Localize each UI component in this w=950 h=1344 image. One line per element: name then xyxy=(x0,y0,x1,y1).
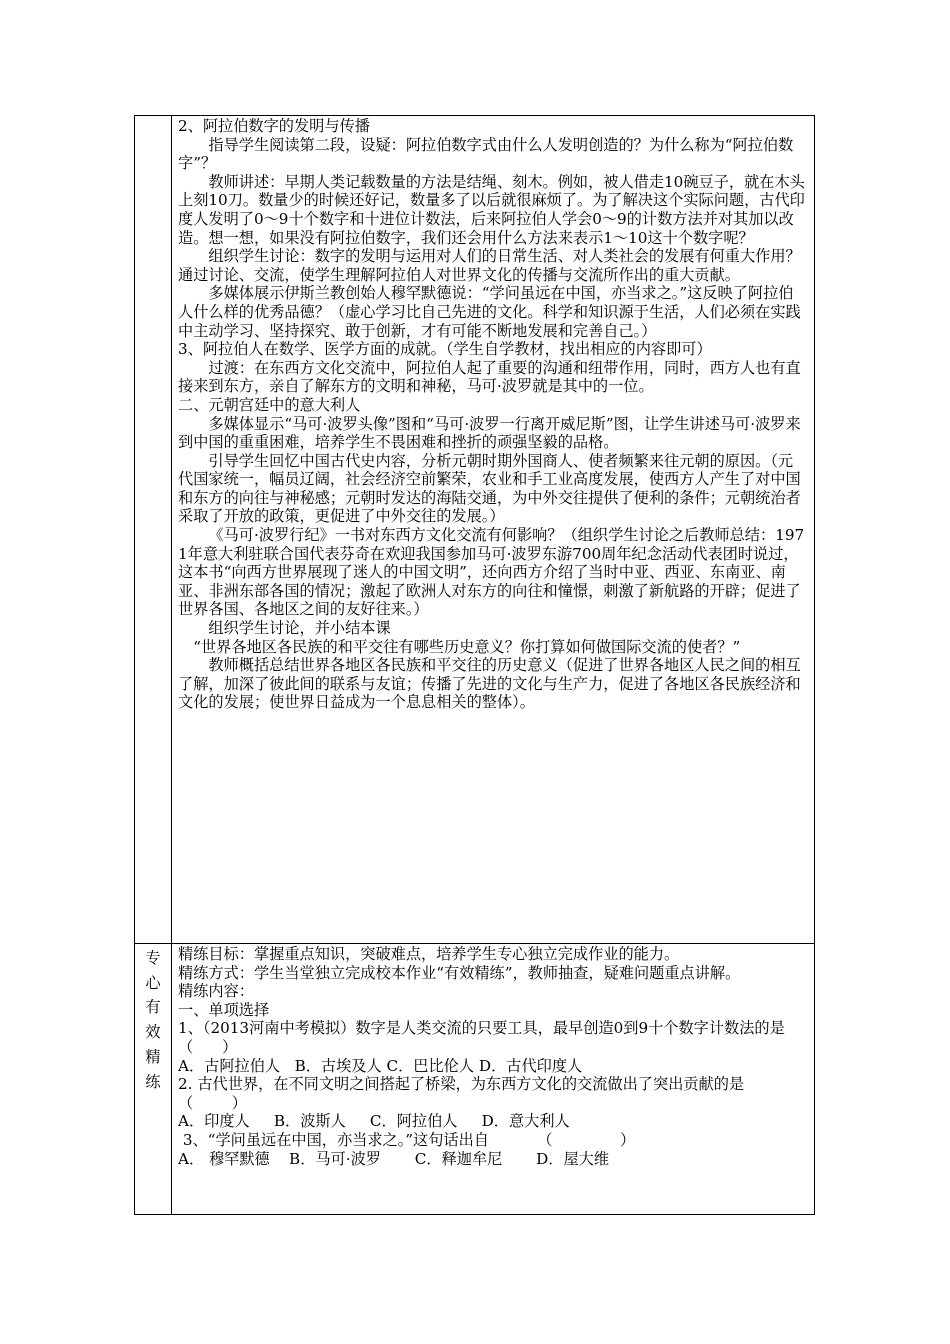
lesson-paragraph: 3、阿拉伯人在数学、医学方面的成就。（学生自学教材，找出相应的内容即可） xyxy=(178,340,712,359)
lesson-plan-table xyxy=(134,115,914,1215)
practice-content-cell xyxy=(172,944,914,1215)
lesson-paragraph: 多媒体显示“马可·波罗头像”图和“马可·波罗一行离开威尼斯”图，让学生讲述马可·波罗来到中国的重重困难，培养学生不畏困难和挫折的顽强坚毅的品格。 xyxy=(178,414,801,452)
practice-paragraph: 2. 古代世界，在不同文明之间搭起了桥梁，为东西方文化的交流做出了突出贡献的是 （ ） xyxy=(178,1075,914,1112)
practice-paragraph: A．印度人 B．波斯人 C．阿拉伯人 D．意大利人 xyxy=(178,1112,570,1131)
lesson-paragraph: 指导学生阅读第二段，设疑：阿拉伯数字式由什么人发明创造的？为什么称为“阿拉伯数字”？ xyxy=(178,135,794,173)
practice-label-char: 心 xyxy=(145,973,161,992)
lesson-paragraph: 教师讲述：早期人类记载数量的方法是结绳、刻木。例如，被人借走10碗豆子，就在木头上刻10刀。数量少的时候还好记，数量多了以后就很麻烦了。为了解决这个实际问题，古代印度人发明了0～9十个数字和十进位计数法，后来阿拉伯人学会0～9的计数方法并对其加以改造。想一想，如果没有阿拉伯数字，我们还会用什么方法来表示1～10这十个数字呢？ xyxy=(178,172,805,247)
lesson-paragraph: 《马可·波罗行纪》一书对东西方文化交流有何影响？（组织学生讨论之后教师总结：1971年意大利驻联合国代表芬奇在欢迎我国参加马可·波罗东游700周年纪念活动代表团时说过，这本书“向西方世界展现了迷人的中国文明”，还向西方介绍了当时中亚、西亚、东南亚、南亚、非洲东部各国的情况；激起了欧洲人对东方的向往和憧憬，刺激了新航路的开辟；促进了世界各国、各地区之间的友好往来。） xyxy=(178,526,805,619)
lesson-paragraph: 教师概括总结世界各地区各民族和平交往的历史意义（促进了世界各地区人民之间的相互了解，加深了彼此间的联系与友谊；传播了先进的文化与生产力，促进了各地区各民族经济和文化的发展；使世界日益成为一个息息相关的整体）。 xyxy=(178,656,801,712)
lesson-paragraph: 组织学生讨论，并小结本课 xyxy=(208,619,391,638)
lesson-paragraph: 引导学生回忆中国古代史内容，分析元朝时期外国商人、使者频繁来往元朝的原因。（元代国家统一，幅员辽阔，社会经济空前繁荣，农业和手工业高度发展，使西方人产生了对中国和东方的向往与神秘感；元朝时发达的海陆交通，为中外交往提供了便利的条件；元朝统治者采取了开放的政策，更促进了中外交往的发展。） xyxy=(178,451,801,526)
lesson-paragraph: “世界各地区各民族的和平交往有哪些历史意义？你打算如何做国际交流的使者？” xyxy=(193,637,741,656)
lesson-paragraph: 二、元朝宫廷中的意大利人 xyxy=(178,395,361,414)
lesson-content-cell xyxy=(172,116,815,944)
practice-paragraph: 精练方式：学生当堂独立完成校本作业“有效精练”，教师抽查，疑难问题重点讲解。 xyxy=(178,963,741,982)
practice-label-char: 精 xyxy=(145,1047,161,1066)
lesson-row xyxy=(135,116,815,944)
lesson-body xyxy=(178,117,808,712)
practice-paragraph: 3、“学问虽远在中国，亦当求之。”这句话出自 （ ） xyxy=(178,1130,636,1149)
practice-paragraph: 1、（2013河南中考模拟）数字是人类交流的只要工具，最早创造0到9十个数字计数法的是 （ ） xyxy=(178,1019,882,1056)
practice-vertical-label xyxy=(135,944,171,1094)
practice-label-cell xyxy=(135,944,172,1215)
practice-paragraph: 精练内容： xyxy=(178,982,254,1001)
practice-label-char: 有 xyxy=(145,998,161,1017)
practice-row xyxy=(135,944,815,1215)
lesson-paragraph: 组织学生讨论：数字的发明与运用对人们的日常生活、对人类社会的发展有何重大作用？通过讨论、交流，使学生理解阿拉伯人对世界文化的传播与交流所作出的重大贡献。 xyxy=(178,247,801,284)
practice-label-char: 专 xyxy=(145,949,161,967)
practice-paragraph: 一、单项选择 xyxy=(178,1000,270,1019)
lesson-label-cell xyxy=(135,116,172,944)
practice-label-char: 效 xyxy=(145,1023,161,1042)
practice-body xyxy=(178,945,914,1168)
lesson-paragraph: 2、阿拉伯数字的发明与传播 xyxy=(178,117,370,135)
practice-paragraph: A．古阿拉伯人 B．古埃及人 C．巴比伦人 D．古代印度人 xyxy=(178,1056,583,1075)
lesson-paragraph: 过渡：在东西方文化交流中，阿拉伯人起了重要的沟通和纽带作用，同时，西方人也有直接来到东方，亲自了解东方的文明和神秘，马可·波罗就是其中的一位。 xyxy=(178,358,801,396)
practice-paragraph: 精练目标：掌握重点知识，突破难点，培养学生专心独立完成作业的能力。 xyxy=(178,945,680,963)
practice-label-char: 练 xyxy=(145,1072,161,1091)
practice-paragraph: A． 穆罕默德 B．马可·波罗 C．释迦牟尼 D．屋大维 xyxy=(178,1149,610,1168)
lesson-paragraph: 多媒体展示伊斯兰教创始人穆罕默德说：“学问虽远在中国，亦当求之。”这反映了阿拉伯人什么样的优秀品德？（虚心学习比自己先进的文化。科学和知识源于生活，人们必须在实践中主动学习、坚持探究、敢于创新，才有可能不断地发展和完善自己。） xyxy=(178,284,801,340)
